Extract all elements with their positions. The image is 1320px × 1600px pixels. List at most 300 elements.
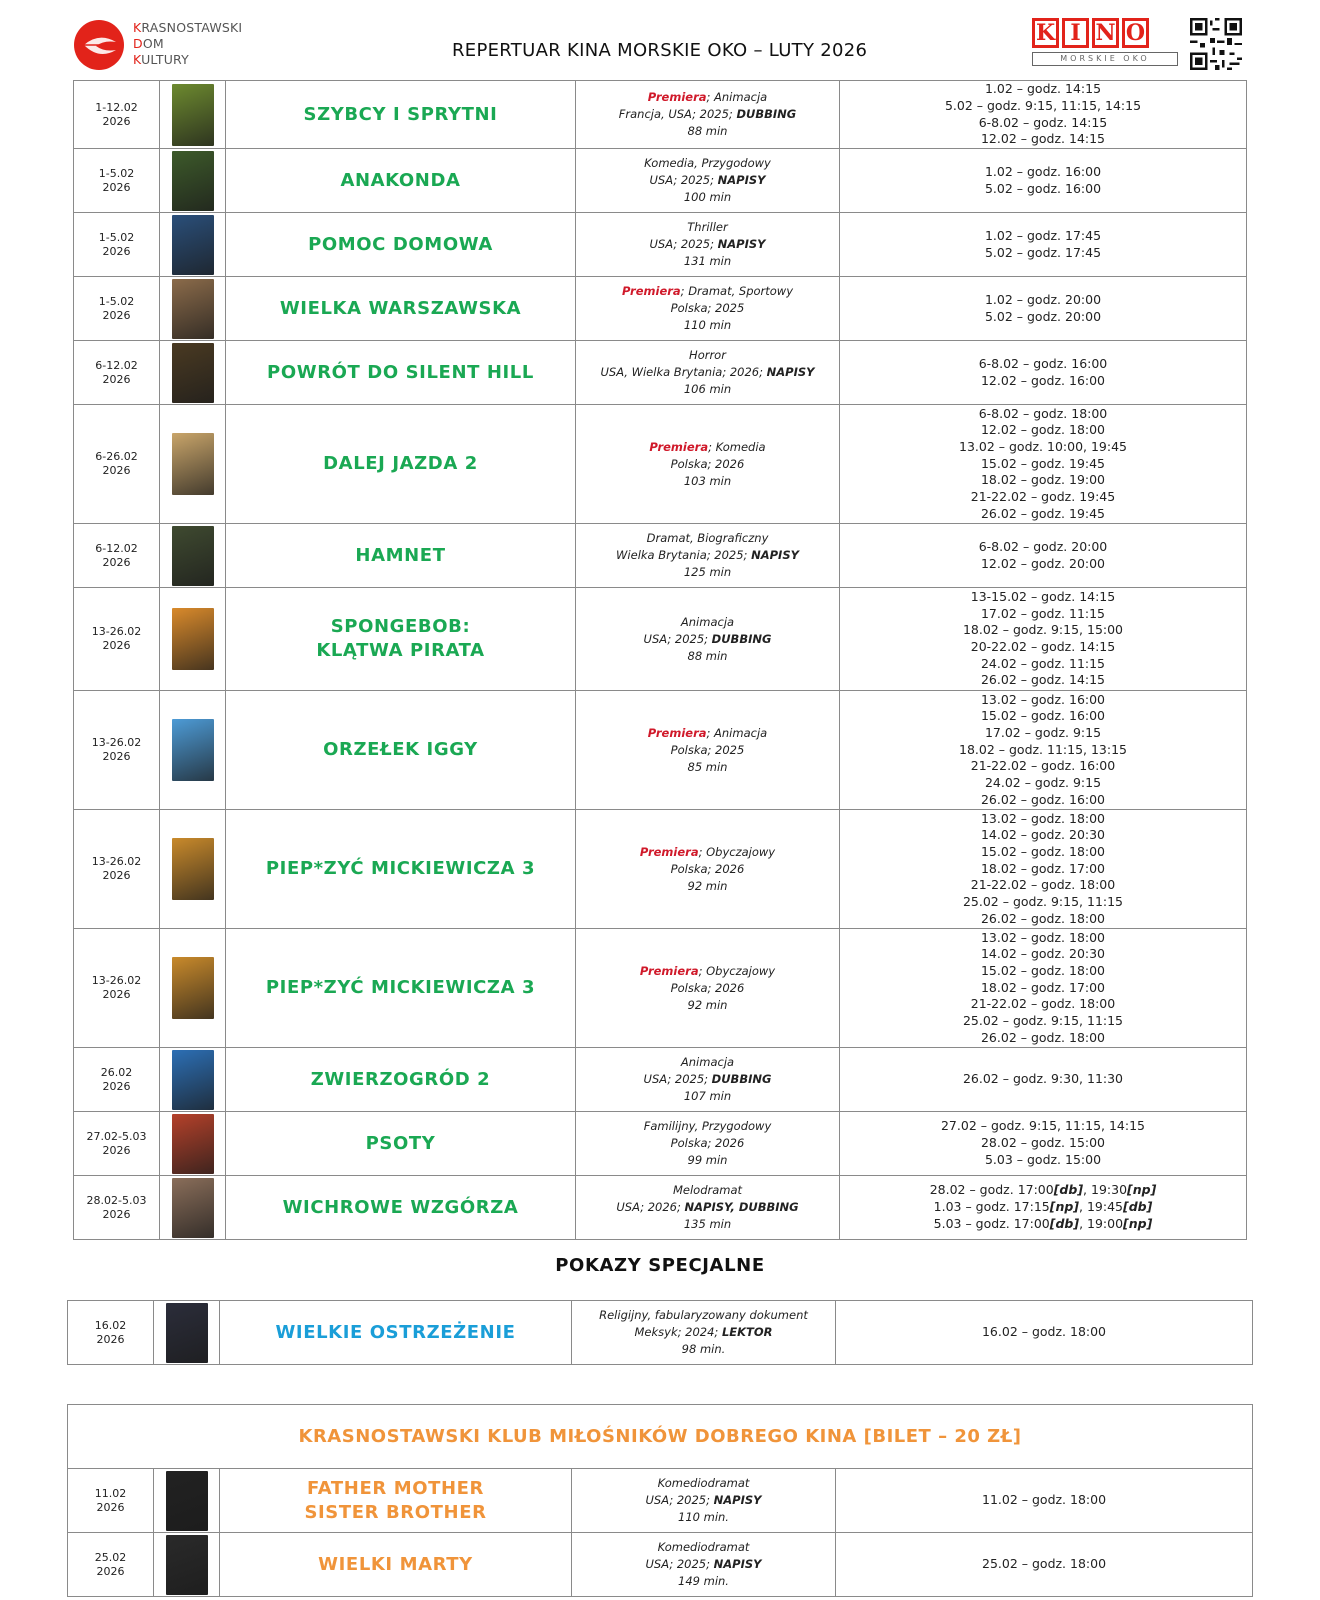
date-line: 2026 [102, 1079, 131, 1093]
movie-info [572, 1469, 836, 1533]
table-row [74, 405, 1247, 524]
showtime-line: 27.02 – godz. 9:15, 11:15, 14:15 [940, 1118, 1146, 1134]
date-line: 1-5.02 [98, 166, 135, 180]
page-header [0, 0, 1320, 80]
genre: Familijny, Przygodowy [643, 1119, 772, 1133]
showtime-line: 5.02 – godz. 20:00 [984, 308, 1102, 324]
genre: Animacja [714, 725, 768, 740]
movie-poster-image [172, 1050, 214, 1110]
showtime-line: 26.02 – godz. 16:00 [980, 791, 1106, 807]
movie-poster-image [166, 1303, 208, 1363]
showtime-line: 6-8.02 – godz. 20:00 [978, 538, 1108, 554]
country-year-line [572, 1492, 835, 1509]
date-line: 2026 [96, 1564, 125, 1578]
genre-line: Premiera; Obyczajowy [639, 963, 776, 978]
table-row [68, 1469, 1253, 1533]
movie-info [576, 524, 840, 588]
genre: Religijny, fabularyzowany dokument [599, 1308, 808, 1322]
showtime-line: 13.02 – godz. 18:00 [980, 929, 1106, 945]
duration: 110 min [683, 318, 732, 332]
showtime-line: 6-8.02 – godz. 14:15 [978, 114, 1108, 130]
showtime-line: 13.02 – godz. 18:00 [980, 810, 1106, 826]
genre-line [576, 1054, 839, 1071]
movie-title-line: ZWIERZOGRÓD 2 [310, 1068, 491, 1090]
showtimes [836, 1533, 1253, 1597]
table-row [74, 149, 1247, 213]
screening-date-range [74, 1112, 160, 1176]
genre-line [576, 155, 839, 172]
poster-cell [160, 341, 226, 405]
screening-date-range [68, 1301, 154, 1365]
duration: 88 min [687, 648, 728, 663]
showtime-line: 26.02 – godz. 19:45 [980, 505, 1106, 521]
version-label: NAPISY [766, 365, 815, 379]
showtime-line: 26.02 – godz. 18:00 [980, 1029, 1106, 1045]
showtimes [840, 524, 1247, 588]
country-year-line [576, 861, 839, 878]
showtime-line: 25.02 – godz. 9:15, 11:15 [962, 894, 1124, 910]
genre-line [576, 530, 839, 547]
duration: 100 min [683, 190, 732, 204]
date-line: 2026 [96, 1332, 125, 1346]
movie-title-line: POWRÓT DO SILENT HILL [267, 361, 534, 383]
genre: Melodramat [672, 1183, 743, 1197]
movie-poster-image [166, 1535, 208, 1595]
movie-title [226, 213, 576, 277]
country-year-line [576, 1199, 839, 1216]
premiere-label: Premiera [649, 439, 709, 454]
country-year-line [576, 106, 839, 123]
movie-poster-image [172, 279, 214, 339]
showtime-line: 25.02 – godz. 9:15, 11:15 [962, 1013, 1124, 1029]
movie-info [576, 277, 840, 341]
genre: Komedia, Przygodowy [644, 156, 771, 170]
movie-poster-image [172, 838, 214, 900]
country-year: USA; 2025; [649, 173, 718, 187]
film-club-table [67, 1404, 1253, 1597]
movie-title [226, 1112, 576, 1176]
showtime-line: 16.02 – godz. 18:00 [981, 1324, 1107, 1340]
movie-poster-image [172, 719, 214, 781]
date-line: 2026 [102, 244, 131, 258]
poster-cell [154, 1469, 220, 1533]
showtimes [840, 810, 1247, 929]
table-row [74, 277, 1247, 341]
movie-info [576, 691, 840, 810]
date-line: 28.02-5.03 [86, 1193, 147, 1207]
kino-letter: N [1092, 18, 1119, 48]
showtime-line: 5.02 – godz. 17:45 [984, 244, 1102, 260]
country-year-line [576, 631, 839, 648]
date-line: 13-26.02 [91, 855, 142, 868]
table-row [74, 81, 1247, 149]
screening-date-range [74, 929, 160, 1048]
version-label: NAPISY [713, 1557, 762, 1571]
movie-title-line: WIELKI MARTY [318, 1553, 473, 1575]
movie-title-line: SISTER BROTHER [304, 1501, 487, 1523]
movie-poster-image [172, 151, 214, 211]
qr-code-icon [1190, 18, 1242, 70]
genre-line [576, 1182, 839, 1199]
duration: 92 min [687, 997, 728, 1012]
screening-date-range [74, 149, 160, 213]
showtime-line: 15.02 – godz. 16:00 [980, 708, 1106, 724]
genre-line: Premiera; Dramat, Sportowy [621, 284, 794, 298]
poster-cell [160, 81, 226, 149]
showtime-line: 13.02 – godz. 16:00 [980, 691, 1106, 707]
showtime-line: 18.02 – godz. 17:00 [980, 979, 1106, 995]
showtime-line: 18.02 – godz. 9:15, 15:00 [962, 622, 1124, 638]
duration: 149 min. [678, 1574, 729, 1588]
screening-date-range [68, 1533, 154, 1597]
poster-cell [160, 929, 226, 1048]
screening-date-range [74, 1048, 160, 1112]
screening-date-range [74, 341, 160, 405]
showtime-line: 26.02 – godz. 14:15 [980, 672, 1106, 688]
version-label: DUBBING [711, 631, 772, 646]
date-line: 25.02 [94, 1550, 127, 1564]
poster-cell [154, 1301, 220, 1365]
genre: Komediodramat [657, 1540, 750, 1554]
showtimes [840, 341, 1247, 405]
date-line: 2026 [102, 1143, 131, 1157]
movie-info [576, 341, 840, 405]
organization-name: KRASNOSTAWSKI DOM KULTURY [133, 20, 243, 67]
film-club-heading: KRASNOSTAWSKI KLUB MIŁOŚNIKÓW DOBREGO KINA [BILET – 20 ZŁ] [68, 1405, 1253, 1469]
showtime-line: 24.02 – godz. 9:15 [984, 775, 1102, 791]
version-label: NAPISY [717, 173, 766, 187]
showtime-line: 24.02 – godz. 11:15 [980, 655, 1106, 671]
date-line: 16.02 [94, 1318, 127, 1332]
country-year-line [572, 1324, 835, 1341]
table-row [74, 810, 1247, 929]
screening-date-range [74, 588, 160, 691]
showtime-line: 12.02 – godz. 14:15 [980, 131, 1106, 147]
genre-line [572, 1307, 835, 1324]
country-year: USA; 2025; [643, 1072, 712, 1086]
duration: 92 min [687, 878, 728, 893]
premiere-label: Premiera [639, 963, 699, 978]
showtimes [836, 1469, 1253, 1533]
screening-date-range [74, 277, 160, 341]
country-year: Meksyk; 2024; [634, 1325, 722, 1339]
country-year: Polska; 2026 [670, 861, 745, 876]
country-year-line [576, 456, 839, 473]
country-year-line [576, 742, 839, 759]
showtime-line: 18.02 – godz. 19:00 [980, 472, 1106, 488]
country-year-line [576, 547, 839, 564]
movie-title-line: WICHROWE WZGÓRZA [282, 1196, 519, 1218]
table-row [74, 341, 1247, 405]
poster-cell [160, 810, 226, 929]
movie-title [226, 81, 576, 149]
showtime-line: 18.02 – godz. 11:15, 13:15 [959, 741, 1127, 757]
showtime-line: 1.02 – godz. 20:00 [984, 291, 1102, 307]
poster-cell [160, 149, 226, 213]
table-row [74, 588, 1247, 691]
movie-poster-image [172, 84, 214, 146]
showtime-line: 12.02 – godz. 18:00 [980, 422, 1106, 438]
showtime-line: 1.02 – godz. 16:00 [984, 163, 1102, 179]
showtime-line: 18.02 – godz. 17:00 [980, 860, 1106, 876]
showtime-line: 1.03 – godz. 17:15[np], 19:45[db] [933, 1199, 1153, 1215]
movie-poster-image [172, 1114, 214, 1174]
duration: 85 min [687, 759, 728, 774]
table-row [74, 929, 1247, 1048]
date-line: 1-5.02 [98, 294, 135, 308]
kino-letter: O [1122, 18, 1149, 48]
showtimes [840, 691, 1247, 810]
showtime-line: 21-22.02 – godz. 18:00 [970, 877, 1116, 893]
movie-info [576, 1112, 840, 1176]
genre: Dramat, Sportowy [688, 284, 794, 298]
showtime-line: 1.02 – godz. 14:15 [984, 81, 1102, 97]
movie-title-line: SPONGEBOB: [330, 616, 471, 637]
date-line: 13-26.02 [91, 736, 142, 749]
movie-poster-image [172, 1178, 214, 1238]
country-year-line [576, 172, 839, 189]
showtime-line: 17.02 – godz. 9:15 [984, 724, 1102, 740]
duration: 135 min [683, 1217, 732, 1231]
showtime-line: 20-22.02 – godz. 14:15 [970, 639, 1116, 654]
showtime-line: 5.02 – godz. 9:15, 11:15, 14:15 [944, 97, 1142, 113]
movie-poster-image [172, 215, 214, 275]
table-row [68, 1301, 1253, 1365]
duration: 103 min [683, 473, 732, 488]
country-year: Polska; 2025 [670, 301, 745, 315]
movie-title-line: DALEJ JAZDA 2 [323, 453, 478, 474]
movie-title-line: ORZEŁEK IGGY [323, 739, 478, 760]
date-line: 26.02 [100, 1065, 133, 1079]
special-screenings-heading: POKAZY SPECJALNE [555, 1255, 765, 1276]
duration: 99 min [687, 1153, 728, 1167]
premiere-label: Premiera [647, 725, 707, 740]
movie-title [226, 149, 576, 213]
country-year: Polska; 2026 [670, 1136, 745, 1150]
poster-cell [160, 405, 226, 524]
duration: 98 min. [681, 1342, 726, 1356]
genre-line [576, 219, 839, 236]
kino-morskie-oko-logo [1032, 18, 1178, 70]
date-line: 2026 [102, 869, 131, 882]
country-year-line [576, 300, 839, 317]
date-line: 2026 [102, 555, 131, 569]
genre: Animacja [680, 614, 735, 629]
movie-poster-image [172, 433, 214, 495]
poster-cell [160, 1176, 226, 1240]
kino-letter: K [1032, 18, 1059, 48]
duration: 110 min. [678, 1510, 729, 1524]
version-label: NAPISY, DUBBING [684, 1200, 799, 1214]
version-label: DUBBING [711, 1072, 772, 1086]
poster-cell [160, 277, 226, 341]
poster-cell [154, 1533, 220, 1597]
showtimes [840, 405, 1247, 524]
showtime-line: 26.02 – godz. 18:00 [980, 910, 1106, 926]
date-line: 13-26.02 [91, 974, 142, 987]
movie-info [576, 1048, 840, 1112]
movie-info [576, 405, 840, 524]
genre-line [572, 1475, 835, 1492]
date-line: 2026 [102, 639, 131, 652]
movie-title [226, 929, 576, 1048]
showtime-line: 28.02 – godz. 15:00 [980, 1135, 1106, 1151]
duration: 125 min [683, 565, 732, 579]
country-year: Wielka Brytania; 2025; [616, 548, 752, 562]
poster-cell [160, 691, 226, 810]
country-year-line [576, 980, 839, 997]
table-row [74, 524, 1247, 588]
table-row [68, 1533, 1253, 1597]
movie-title [226, 691, 576, 810]
movie-poster-image [172, 608, 214, 670]
table-row [74, 1112, 1247, 1176]
poster-cell [160, 1048, 226, 1112]
genre: Animacja [680, 1055, 735, 1069]
showtimes [840, 81, 1247, 149]
poster-cell [160, 1112, 226, 1176]
showtime-line: 21-22.02 – godz. 18:00 [970, 996, 1116, 1012]
movie-info [572, 1533, 836, 1597]
screening-date-range [74, 81, 160, 149]
country-year: USA; 2025; [643, 631, 712, 646]
showtime-line: 21-22.02 – godz. 16:00 [970, 758, 1116, 774]
movie-info [576, 810, 840, 929]
movie-title-line: SZYBCY I SPRYTNI [303, 103, 498, 125]
movie-info [576, 213, 840, 277]
showtimes [836, 1301, 1253, 1365]
showtime-line: 17.02 – godz. 11:15 [980, 605, 1106, 621]
movie-info [576, 1176, 840, 1240]
movie-info [576, 929, 840, 1048]
date-line: 1-12.02 [95, 100, 138, 114]
showtimes [840, 929, 1247, 1048]
poster-cell [160, 213, 226, 277]
country-year-line [576, 1135, 839, 1152]
genre: Dramat, Biograficzny [646, 531, 769, 545]
country-year: Polska; 2026 [670, 456, 745, 471]
showtime-line: 5.03 – godz. 17:00[db], 19:00[np] [933, 1215, 1153, 1231]
movie-title [226, 1048, 576, 1112]
showtime-line: 21-22.02 – godz. 19:45 [970, 489, 1116, 505]
showtime-line: 5.03 – godz. 15:00 [984, 1151, 1102, 1167]
movie-title [220, 1469, 572, 1533]
genre-line: Premiera; Komedia [649, 439, 766, 454]
table-row [74, 691, 1247, 810]
version-label: LEKTOR [721, 1325, 773, 1339]
showtime-line: 15.02 – godz. 18:00 [980, 843, 1106, 859]
movie-title-line: FATHER MOTHER [306, 1477, 485, 1499]
showtime-line: 6-8.02 – godz. 16:00 [978, 355, 1108, 371]
genre-line: Premiera; Animacja [647, 725, 768, 740]
movie-title-line: PIEP*ZYĆ MICKIEWICZA 3 [265, 977, 536, 998]
screening-date-range [74, 691, 160, 810]
screening-date-range [74, 524, 160, 588]
movie-title [226, 405, 576, 524]
movie-title [226, 524, 576, 588]
movie-poster-image [172, 526, 214, 586]
duration: 106 min [683, 382, 732, 396]
movie-title [226, 810, 576, 929]
country-year: USA, Wielka Brytania; 2026; [600, 365, 767, 379]
genre: Thriller [687, 220, 728, 234]
kino-letter: I [1062, 18, 1089, 48]
showtime-line: 1.02 – godz. 17:45 [984, 227, 1102, 243]
screening-date-range [68, 1469, 154, 1533]
date-line: 2026 [102, 180, 131, 194]
date-line: 2026 [102, 464, 131, 477]
country-year: USA; 2026; [616, 1200, 685, 1214]
showtimes [840, 1112, 1247, 1176]
movie-title [226, 277, 576, 341]
country-year: USA; 2025; [645, 1493, 714, 1507]
movie-info [572, 1301, 836, 1365]
genre-line: Premiera; Obyczajowy [639, 844, 776, 859]
genre: Horror [689, 348, 726, 362]
country-year: Polska; 2025 [670, 742, 745, 757]
duration: 88 min [687, 124, 728, 138]
date-line: 2026 [102, 372, 131, 386]
genre: Komediodramat [657, 1476, 750, 1490]
movie-title-line: KLĄTWA PIRATA [316, 640, 485, 661]
kdk-logo-icon [74, 20, 124, 70]
movie-info [576, 149, 840, 213]
showtime-line: 12.02 – godz. 16:00 [980, 372, 1106, 388]
genre: Animacja [714, 90, 768, 104]
movie-poster-image [166, 1471, 208, 1531]
movie-title [226, 341, 576, 405]
showtimes [840, 588, 1247, 691]
showtimes [840, 277, 1247, 341]
date-line: 6-26.02 [95, 450, 138, 463]
movie-poster-image [172, 343, 214, 403]
version-label: NAPISY [713, 1493, 762, 1507]
version-label: NAPISY [751, 548, 799, 562]
showtime-line: 14.02 – godz. 20:30 [980, 946, 1106, 962]
date-line: 2026 [102, 988, 131, 1001]
page-title: REPERTUAR KINA MORSKIE OKO – LUTY 2026 [452, 40, 868, 61]
genre: Obyczajowy [706, 963, 776, 978]
date-line: 11.02 [94, 1486, 127, 1500]
date-line: 2026 [96, 1500, 125, 1514]
movie-title-line: WIELKIE OSTRZEŻENIE [275, 1321, 516, 1343]
movie-title [220, 1301, 572, 1365]
table-row [74, 1176, 1247, 1240]
version-label: DUBBING [736, 107, 797, 121]
screening-date-range [74, 213, 160, 277]
movie-poster-image [172, 957, 214, 1019]
genre-line [576, 347, 839, 364]
country-year: USA; 2025; [649, 237, 718, 251]
country-year: Polska; 2026 [670, 980, 745, 995]
version-label: NAPISY [717, 237, 766, 251]
date-line: 6-12.02 [95, 541, 138, 555]
showtime-line: 12.02 – godz. 20:00 [980, 555, 1106, 571]
table-row [74, 1048, 1247, 1112]
premiere-label: Premiera [639, 844, 699, 859]
date-line: 27.02-5.03 [86, 1129, 147, 1143]
country-year: USA; 2025; [645, 1557, 714, 1571]
country-year-line [576, 1071, 839, 1088]
genre-line [572, 1539, 835, 1556]
showtime-line: 26.02 – godz. 9:30, 11:30 [962, 1071, 1124, 1087]
movie-info [576, 588, 840, 691]
movie-title-line: POMOC DOMOWA [308, 233, 493, 255]
country-year-line [572, 1556, 835, 1573]
country-year: Francja, USA; 2025; [618, 107, 737, 121]
showtime-line: 14.02 – godz. 20:30 [980, 827, 1106, 843]
genre: Obyczajowy [706, 844, 776, 859]
